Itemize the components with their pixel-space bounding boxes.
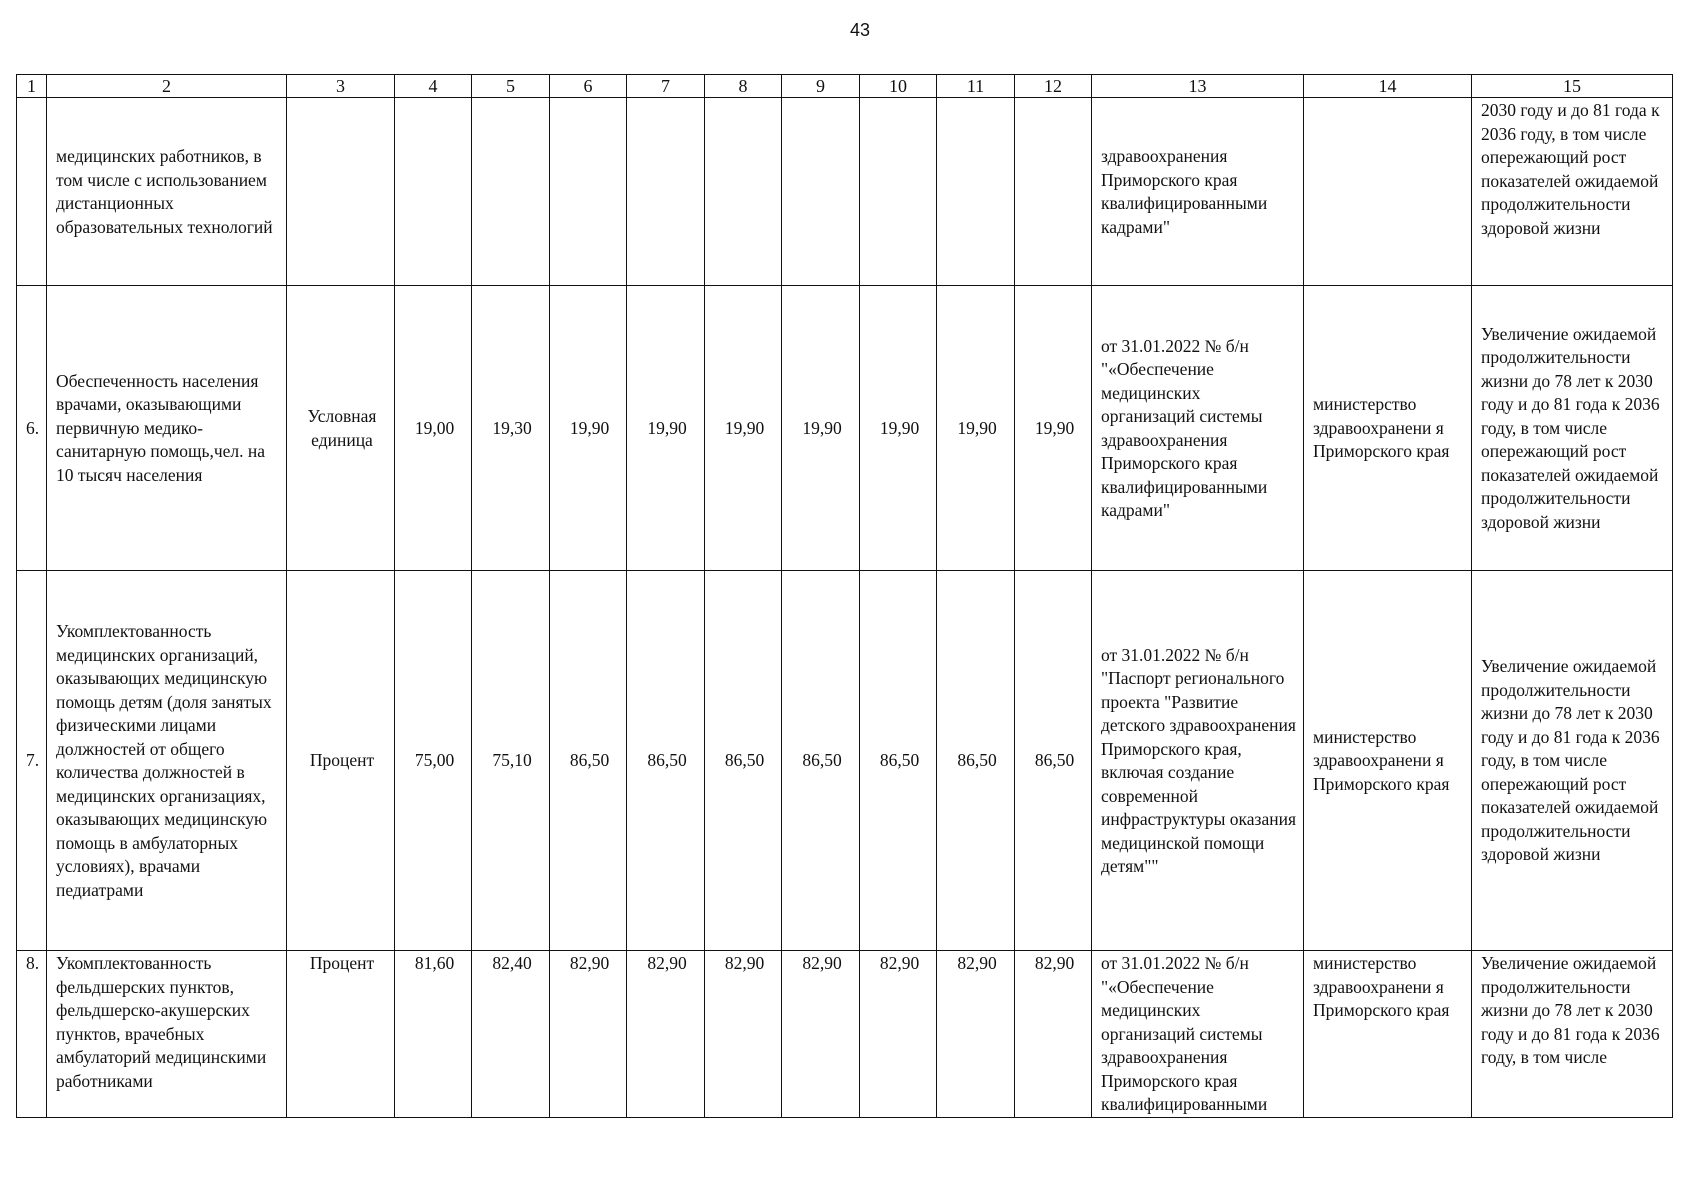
responsible-body <box>1304 98 1472 286</box>
unit: Процент <box>287 571 395 951</box>
value-cell: 19,90 <box>860 286 937 571</box>
table-row <box>17 286 1673 571</box>
value-cell: 19,30 <box>472 286 550 571</box>
value-cell: 82,90 <box>937 951 1015 1118</box>
indicators-table <box>16 74 1673 1118</box>
value-cell <box>550 98 627 286</box>
column-header: 5 <box>472 75 550 98</box>
column-header: 7 <box>627 75 705 98</box>
value-cell <box>472 98 550 286</box>
value-cell <box>1015 98 1092 286</box>
national-goal: Увеличение ожидаемой продолжительности жизни до 78 лет к 2030 году и до 81 года к 2036 году, в том числе опережающий рост показателей ожидаемой продолжительности здоровой жизни <box>1472 286 1673 571</box>
value-cell: 82,90 <box>705 951 782 1118</box>
source-document: от 31.01.2022 № б/н "Паспорт регионального проекта "Развитие детского здравоохранения Приморского края, включая создание современной инфраструктуры оказания медицинской помощи детям"" <box>1092 571 1304 951</box>
value-cell: 86,50 <box>550 571 627 951</box>
value-cell: 82,90 <box>1015 951 1092 1118</box>
responsible-body: министерство здравоохранени я Приморского края <box>1304 571 1472 951</box>
column-header: 12 <box>1015 75 1092 98</box>
value-cell: 82,90 <box>550 951 627 1118</box>
value-cell: 82,90 <box>627 951 705 1118</box>
table-row <box>17 98 1673 286</box>
value-cell: 81,60 <box>395 951 472 1118</box>
value-cell <box>705 98 782 286</box>
column-header: 10 <box>860 75 937 98</box>
value-cell: 19,00 <box>395 286 472 571</box>
row-number <box>17 98 47 286</box>
row-number: 6. <box>17 286 47 571</box>
value-cell <box>627 98 705 286</box>
column-header: 6 <box>550 75 627 98</box>
value-cell <box>395 98 472 286</box>
row-number: 8. <box>17 951 47 1118</box>
column-header: 15 <box>1472 75 1673 98</box>
value-cell: 19,90 <box>550 286 627 571</box>
table-row <box>17 571 1673 951</box>
indicator-name: Укомплектованность медицинских организаций, оказывающих медицинскую помощь детям (доля занятых физическими лицами должностей от общего количества должностей в медицинских организациях, оказывающих медицинскую помощь в амбулаторных условиях), врачами педиатрами <box>47 571 287 951</box>
source-document: здравоохранения Приморского края квалифицированными кадрами" <box>1092 98 1304 286</box>
value-cell: 86,50 <box>627 571 705 951</box>
value-cell <box>937 98 1015 286</box>
responsible-body: министерство здравоохранени я Приморского края <box>1304 951 1472 1118</box>
indicator-name: медицинских работников, в том числе с использованием дистанционных образовательных технологий <box>47 98 287 286</box>
value-cell: 86,50 <box>782 571 860 951</box>
responsible-body: министерство здравоохранени я Приморского края <box>1304 286 1472 571</box>
national-goal: Увеличение ожидаемой продолжительности жизни до 78 лет к 2030 году и до 81 года к 2036 году, в том числе <box>1472 951 1673 1118</box>
value-cell <box>782 98 860 286</box>
column-header: 3 <box>287 75 395 98</box>
column-header: 13 <box>1092 75 1304 98</box>
column-header: 9 <box>782 75 860 98</box>
national-goal: Увеличение ожидаемой продолжительности жизни до 78 лет к 2030 году и до 81 года к 2036 году, в том числе опережающий рост показателей ожидаемой продолжительности здоровой жизни <box>1472 571 1673 951</box>
indicator-name: Обеспеченность населения врачами, оказывающими первичную медико-санитарную помощь,чел. на 10 тысяч населения <box>47 286 287 571</box>
value-cell: 19,90 <box>782 286 860 571</box>
value-cell: 86,50 <box>860 571 937 951</box>
value-cell: 19,90 <box>627 286 705 571</box>
value-cell: 86,50 <box>937 571 1015 951</box>
column-header: 4 <box>395 75 472 98</box>
national-goal: 2030 году и до 81 года к 2036 году, в том числе опережающий рост показателей ожидаемой продолжительности здоровой жизни <box>1472 98 1673 286</box>
source-document: от 31.01.2022 № б/н "«Обеспечение медицинских организаций системы здравоохранения Приморского края квалифицированными <box>1092 951 1304 1118</box>
value-cell: 75,00 <box>395 571 472 951</box>
row-number: 7. <box>17 571 47 951</box>
value-cell: 19,90 <box>937 286 1015 571</box>
column-header: 2 <box>47 75 287 98</box>
value-cell: 19,90 <box>705 286 782 571</box>
column-header: 8 <box>705 75 782 98</box>
source-document: от 31.01.2022 № б/н "«Обеспечение медицинских организаций системы здравоохранения Приморского края квалифицированными кадрами" <box>1092 286 1304 571</box>
value-cell: 75,10 <box>472 571 550 951</box>
unit: Условная единица <box>287 286 395 571</box>
column-header: 11 <box>937 75 1015 98</box>
column-header: 1 <box>17 75 47 98</box>
value-cell <box>860 98 937 286</box>
column-header: 14 <box>1304 75 1472 98</box>
value-cell: 86,50 <box>705 571 782 951</box>
value-cell: 19,90 <box>1015 286 1092 571</box>
unit: Процент <box>287 951 395 1118</box>
unit <box>287 98 395 286</box>
value-cell: 86,50 <box>1015 571 1092 951</box>
value-cell: 82,40 <box>472 951 550 1118</box>
table-row <box>17 951 1673 1118</box>
value-cell: 82,90 <box>860 951 937 1118</box>
value-cell: 82,90 <box>782 951 860 1118</box>
page-number: 43 <box>849 20 871 40</box>
column-number-row <box>17 75 1673 98</box>
indicator-name: Укомплектованность фельдшерских пунктов, фельдшерско-акушерских пунктов, врачебных амбулаторий медицинскими работниками <box>47 951 287 1118</box>
